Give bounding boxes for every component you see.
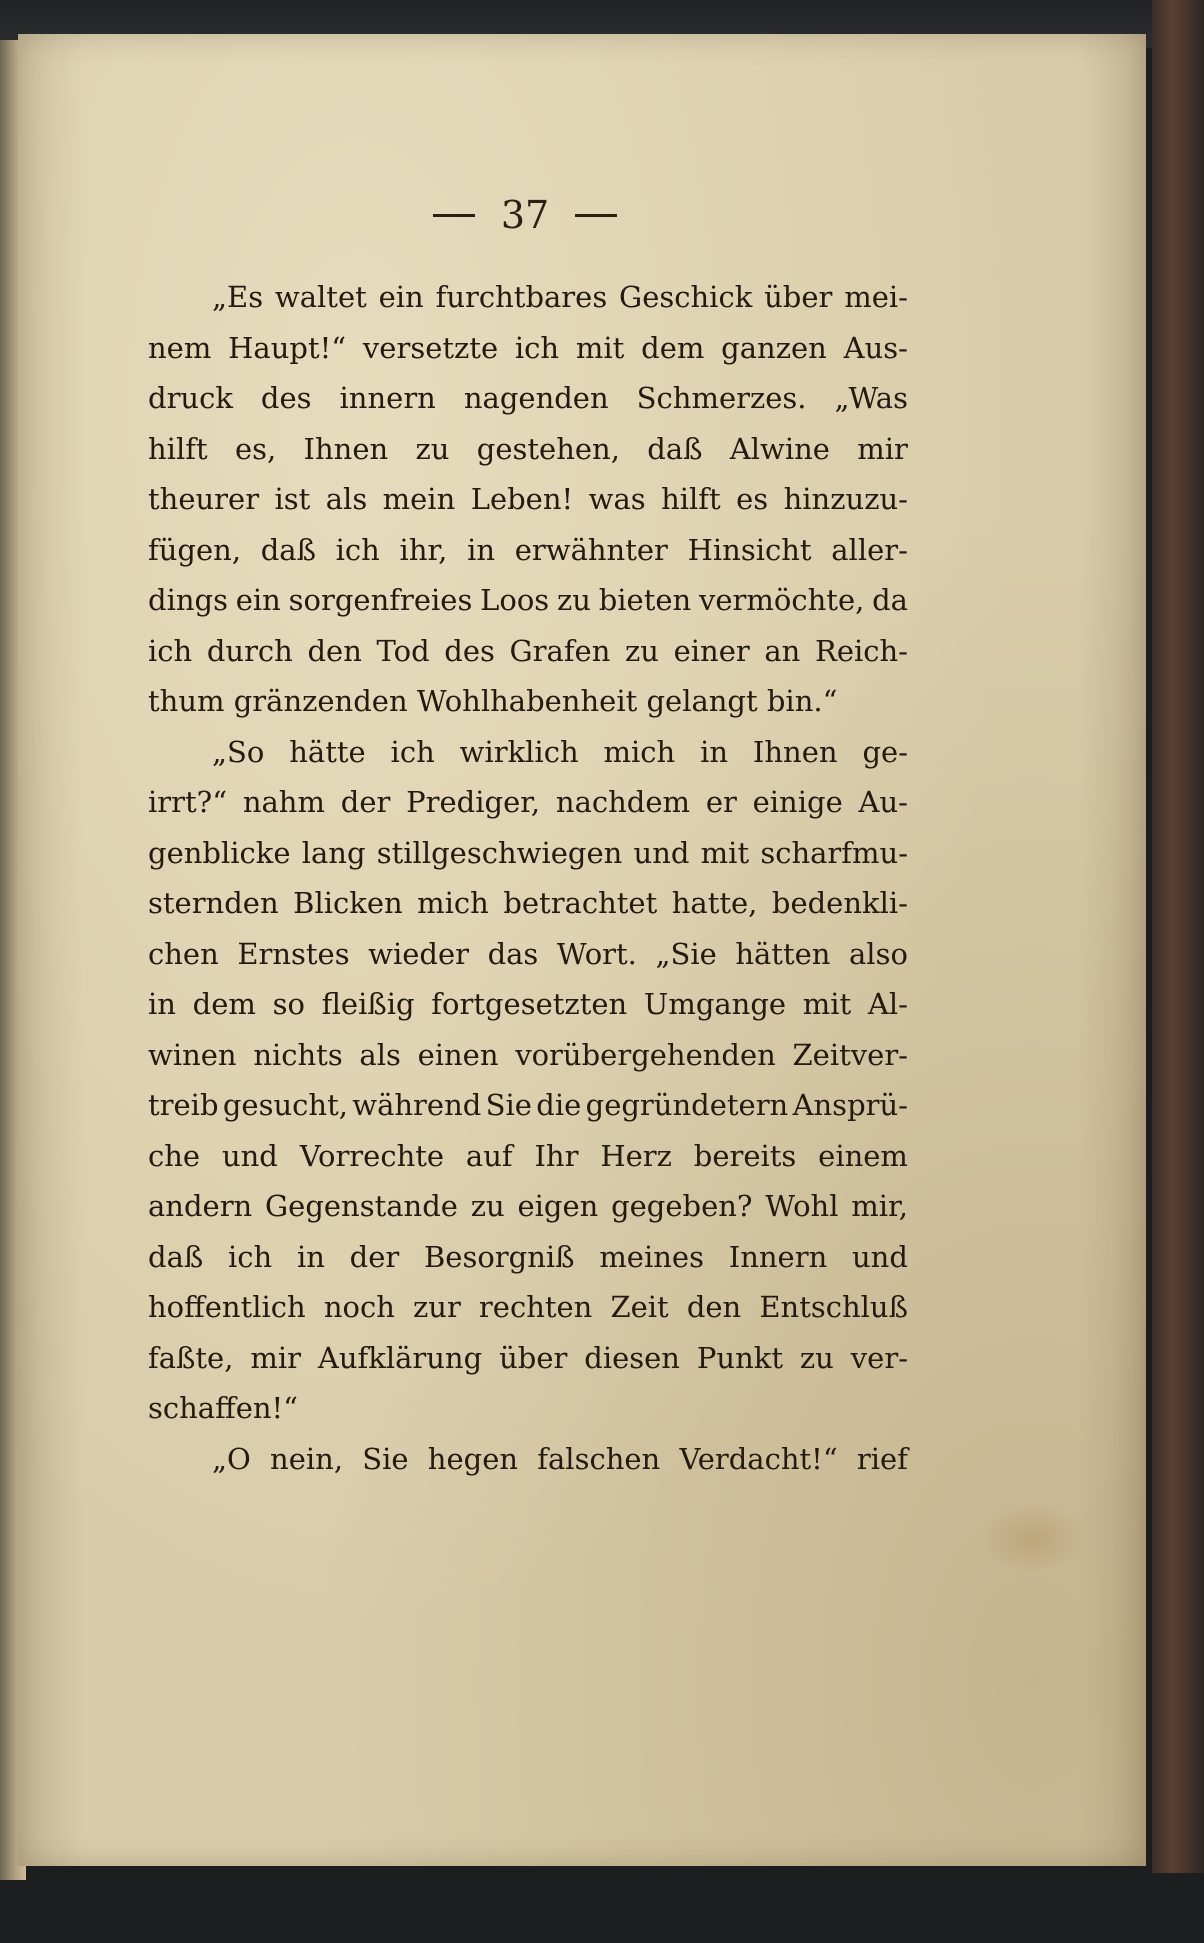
text-line: sternden Blicken mich betrachtet hatte, bedenkli-: [148, 886, 908, 920]
cover-edge-bottom: [0, 1873, 1204, 1943]
text-line: chen Ernstes wieder das Wort. „Sie hätten also: [148, 936, 908, 971]
text-line: druck des innern nagenden Schmerzes. „Was: [148, 381, 908, 415]
page-number: 37: [500, 193, 550, 237]
text-line: theurer ist als mein Leben! was hilft es hinzuzu-: [148, 482, 908, 516]
cover-edge-right: [1152, 0, 1204, 1943]
text-line: thum gränzenden Wohlhabenheit gelangt bin.“: [148, 684, 838, 718]
text-line: „Es waltet ein furchtbares Geschick über mei-: [212, 280, 908, 314]
text-line: ich durch den Tod des Grafen zu einer an Reich-: [148, 633, 908, 668]
text-line: daß ich in der Besorgniß meines Innern und: [148, 1239, 908, 1274]
text-line: faßte, mir Aufklärung über diesen Punkt zu ver-: [148, 1340, 908, 1375]
text-line: che und Vorrechte auf Ihr Herz bereits einem: [148, 1138, 908, 1173]
text-line: andern Gegenstande zu eigen gegeben? Wohl mir,: [148, 1189, 908, 1223]
text-line: irrt?“ nahm der Prediger, nachdem er einige Au-: [148, 785, 908, 819]
text-line: winen nichts als einen vorübergehenden Zeitver-: [148, 1037, 908, 1072]
page-number-header: [420, 190, 630, 240]
text-line: schaffen!“: [148, 1391, 299, 1425]
text-line: nem Haupt!“ versetzte ich mit dem ganzen Aus-: [148, 330, 908, 365]
text-line: hoffentlich noch zur rechten Zeit den Entschluß: [148, 1290, 908, 1324]
folio-dash-right: [575, 214, 617, 217]
text-line: dings ein sorgenfreies Loos zu bieten vermöchte, da: [148, 583, 908, 617]
paper-stain: [978, 1504, 1088, 1574]
folio-dash-left: [433, 214, 475, 217]
text-line: „O nein, Sie hegen falschen Verdacht!“ rief: [212, 1441, 908, 1476]
text-line: fügen, daß ich ihr, in erwähnter Hinsicht aller-: [148, 532, 908, 567]
text-line: genblicke lang stillgeschwiegen und mit scharfmu-: [148, 835, 908, 870]
text-line: in dem so fleißig fortgesetzten Umgange mit Al-: [148, 987, 908, 1021]
text-line: hilft es, Ihnen zu gestehen, daß Alwine mir: [148, 431, 908, 466]
body-text: [148, 272, 908, 1484]
text-line: treib gesucht, während Sie die gegründetern Ansprü-: [148, 1088, 908, 1122]
text-line: „So hätte ich wirklich mich in Ihnen ge-: [212, 734, 908, 769]
